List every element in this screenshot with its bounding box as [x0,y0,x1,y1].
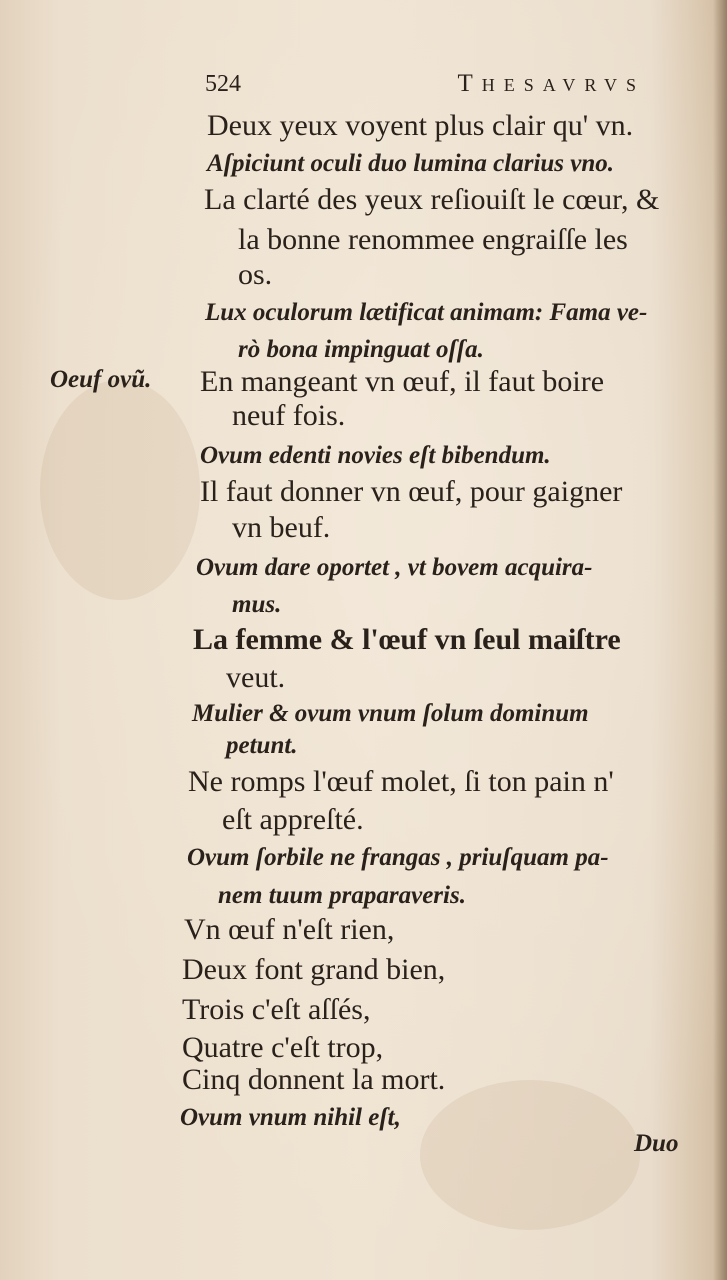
text-line: En mangeant vn œuf, il faut boire [200,365,605,398]
latin-line: Ovum ſorbile ne frangas , priuſquam pa- [187,844,609,871]
text-line: vn beuf. [232,511,331,544]
paper-stain [40,380,200,600]
latin-line: Ovum dare oportet , vt bovem acquira- [196,554,593,581]
latin-line: mus. [232,591,282,618]
text-line: os. [238,258,273,291]
margin-note: Oeuf ovũ. [50,366,152,393]
latin-line: Aſpiciunt oculi duo lumina clarius vno. [207,150,615,177]
text-line: Deux yeux voyent plus clair qu' vn. [207,109,634,142]
text-line: Trois c'eſt aſſés, [182,993,371,1026]
text-line: la bonne renommee engraiſſe les [238,223,628,256]
text-line: Ne romps l'œuf molet, ſi ton pain n' [188,765,614,798]
catchword: Duo [634,1130,679,1157]
latin-line: Mulier & ovum vnum ſolum dominum [192,700,589,727]
text-line: La femme & l'œuf vn ſeul maiſtre [193,623,621,656]
page-edge-shadow [713,0,727,1280]
text-line: veut. [226,661,286,694]
latin-line: rò bona impinguat oſſa. [238,336,484,363]
running-title: Thesavrvs [457,70,645,97]
page-number: 524 [205,71,241,97]
latin-line: Lux oculorum lætificat animam: Fama ve- [205,299,648,326]
paper-stain [420,1080,640,1230]
page-header [205,70,645,98]
latin-line: Ovum edenti novies eſt bibendum. [200,442,551,469]
text-line: Deux font grand bien, [182,953,446,986]
text-line: Cinq donnent la mort. [182,1063,446,1096]
text-line: Vn œuf n'eſt rien, [184,913,395,946]
text-line: Il faut donner vn œuf, pour gaigner [200,475,623,508]
latin-line: petunt. [226,732,298,759]
text-line: Quatre c'eſt trop, [182,1031,384,1064]
latin-line: nem tuum praparaveris. [218,882,466,909]
text-line: La clarté des yeux reſiouiſt le cœur, & [204,183,660,216]
text-line: eſt appreſté. [222,803,364,836]
text-line: neuf fois. [232,399,346,432]
latin-line: Ovum vnum nihil eſt, [180,1104,401,1131]
